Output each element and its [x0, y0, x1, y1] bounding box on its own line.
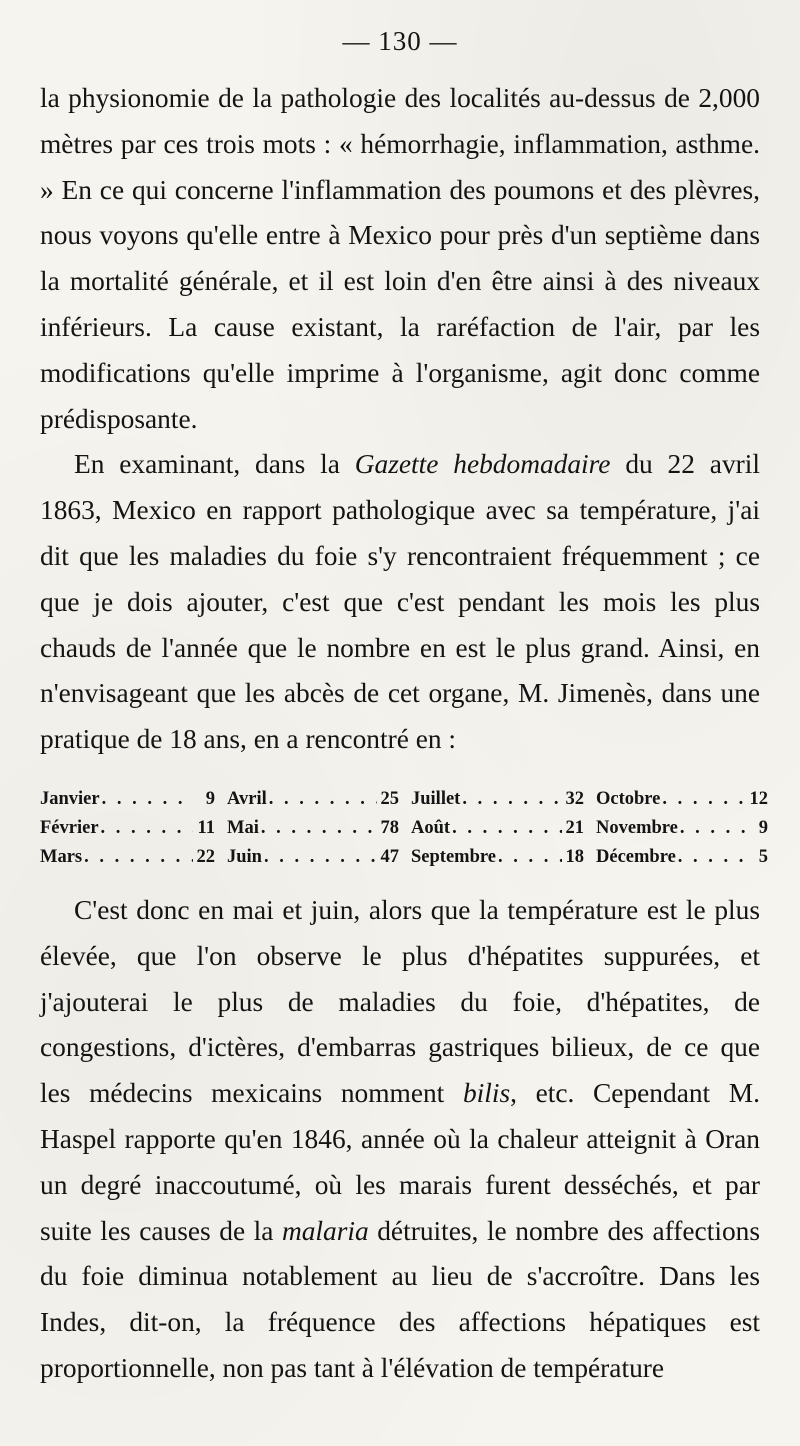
term-bilis: bilis	[462, 1078, 511, 1109]
month-name: Septembre	[411, 846, 496, 867]
month-count: 78	[380, 817, 399, 838]
paragraph-2-text-end: du 22 avril 1863, Mexico en rapport pathologique avec sa température, j'ai dit que les maladies du foie s'y rencontraient fréquemment ; ce que je dois ajouter, c'est que c'est pendant les mois les plus chauds de l'année que le nombre en est le plus grand. Ainsi, en n'envisageant que les abcès de cet organe, M. Jimenès, dans une pratique de 18 ans, en a rencontré en :	[40, 449, 760, 755]
month-count: 11	[197, 817, 215, 838]
month-count: 32	[565, 788, 584, 809]
paragraph-3-text-b: , etc. Cependant M. Haspel rapporte qu'en 1846, année où la chaleur atteignit à Oran un degré inaccoutumé, où les marais furent desséchés, et par suite les causes de la	[40, 1078, 760, 1246]
month-entry	[411, 843, 596, 872]
page-number: — 130 —	[342, 26, 458, 56]
month-name: Mars	[40, 846, 83, 867]
month-name: Novembre	[596, 817, 678, 838]
month-count: 21	[565, 817, 584, 838]
month-count: 22	[196, 846, 215, 867]
term-malaria: malaria	[281, 1215, 369, 1246]
month-entry	[227, 785, 411, 814]
paragraph-3-text-a: C'est donc en mai et juin, alors que la température est le plus élevée, que l'on observe le plus d'hépatites suppurées, et j'ajouterai le plus de maladies du foie, d'hépatites, de congestions, d'ictères, d'embarras gastriques bilieux, de ce que les médecins mexicains nomment	[40, 894, 760, 1109]
month-count: 12	[749, 788, 768, 809]
month-entry	[411, 785, 596, 814]
month-name: Juin	[227, 846, 262, 867]
month-entry	[227, 814, 411, 843]
month-entry	[411, 814, 596, 843]
month-count: 5	[758, 846, 768, 867]
month-count: 18	[565, 846, 584, 867]
month-name: Juillet	[411, 788, 461, 809]
month-count: 9	[758, 817, 768, 838]
month-entry	[596, 843, 780, 872]
paragraph-3-text-c: détruites, le nombre des affections du foie diminua notablement au lieu de s'accroître. Dans les Indes, dit-on, la fréquence des affections hépatiques est proportionnelle, non pas tant à l'élévation de température	[40, 1215, 760, 1383]
month-name: Février	[40, 817, 99, 838]
month-name: Mai	[227, 817, 259, 838]
month-name: Janvier	[40, 788, 100, 809]
paragraph-2	[40, 442, 760, 763]
month-count: 47	[380, 846, 399, 867]
month-entry	[40, 814, 227, 843]
month-name: Octobre	[596, 788, 661, 809]
monthly-abscess-table	[40, 785, 768, 872]
month-name: Août	[411, 817, 451, 838]
paragraph-2-text-start: En examinant, dans la	[74, 449, 355, 480]
month-count: 9	[205, 788, 215, 809]
month-count: 25	[380, 788, 399, 809]
journal-title: Gazette hebdomadaire	[354, 449, 611, 480]
paragraph-1: la physionomie de la pathologie des localités au-dessus de 2,000 mètres par ces trois mots : « hémorrhagie, inflammation, asthme. » En ce qui concerne l'inflammation des poumons et des plèvres, nous voyons qu'elle entre à Mexico pour près d'un septième dans la mortalité générale, et il est loin d'en être ainsi à des niveaux inférieurs. La cause existant, la raréfaction de l'air, par les modifications qu'elle imprime à l'organisme, agit donc comme prédisposante.	[40, 83, 760, 434]
month-name: Avril	[227, 788, 267, 809]
month-entry	[40, 843, 227, 872]
month-name: Décembre	[596, 846, 676, 867]
month-entry	[596, 814, 780, 843]
month-entry	[40, 785, 227, 814]
month-entry	[596, 785, 780, 814]
paragraph-3	[40, 888, 760, 1392]
month-entry	[227, 843, 411, 872]
